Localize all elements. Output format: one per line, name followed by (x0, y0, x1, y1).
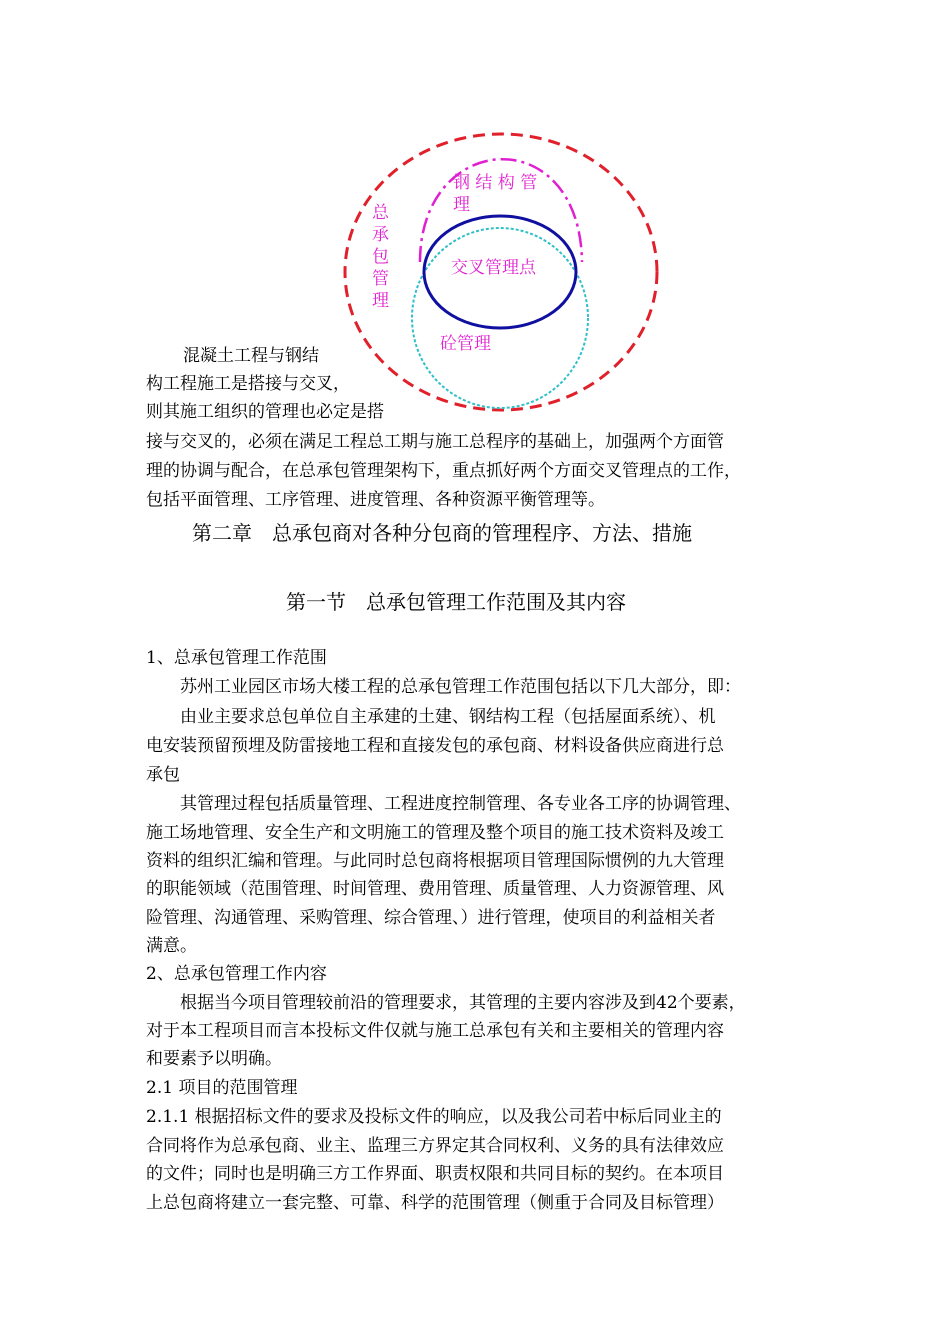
body-line: 2、总承包管理工作内容 (146, 964, 327, 984)
intro-line: 混凝土工程与钢结 (183, 346, 319, 366)
body-line: 的文件；同时也是明确三方工作界面、职责权限和共同目标的契约。在本项目 (146, 1164, 724, 1184)
body-line: 其管理过程包括质量管理、工程进度控制管理、各专业各工序的协调管理、 (146, 794, 741, 814)
cross-label: 交叉管理点 (451, 258, 536, 278)
body-line: 2.1 项目的范围管理 (146, 1078, 298, 1098)
intro-line: 构工程施工是搭接与交叉， (146, 374, 350, 394)
concrete-label: 砼管理 (440, 334, 491, 354)
venn-diagram-svg (0, 0, 950, 420)
body-line: 1、总承包管理工作范围 (146, 648, 327, 668)
body-line: 对于本工程项目而言本投标文件仅就与施工总承包有关和主要相关的管理内容 (146, 1021, 724, 1041)
intro-line: 理的协调与配合，在总承包管理架构下，重点抓好两个方面交叉管理点的工作， (146, 461, 741, 481)
chapter-title: 第二章 总承包商对各种分包商的管理程序、方法、措施 (192, 521, 692, 545)
body-line: 合同将作为总承包商、业主、监理三方界定其合同权利、义务的具有法律效应 (146, 1136, 724, 1156)
intro-line: 包括平面管理、工序管理、进度管理、各种资源平衡管理等。 (146, 490, 605, 510)
outer-label: 总承包管理 (372, 203, 389, 311)
intro-line: 则其施工组织的管理也必定是搭 (146, 402, 384, 422)
body-line: 的职能领域（范围管理、时间管理、费用管理、质量管理、人力资源管理、风 (146, 879, 724, 899)
body-line: 电安装预留预埋及防雷接地工程和直接发包的承包商、材料设备供应商进行总 (146, 736, 724, 756)
body-line: 上总包商将建立一套完整、可靠、科学的范围管理（侧重于合同及目标管理） (146, 1193, 724, 1213)
steel-label-line2: 理 (453, 195, 470, 215)
body-line: 资料的组织汇编和管理。与此同时总包商将根据项目管理国际惯例的九大管理 (146, 851, 724, 871)
body-line: 和要素予以明确。 (146, 1049, 282, 1069)
body-line: 施工场地管理、安全生产和文明施工的管理及整个项目的施工技术资料及竣工 (146, 823, 724, 843)
steel-label-line1: 钢 结 构 管 (453, 173, 538, 193)
intro-line: 接与交叉的，必须在满足工程总工期与施工总程序的基础上，加强两个方面管 (146, 432, 724, 452)
concrete-circle (412, 228, 588, 408)
body-line: 满意。 (146, 936, 197, 956)
section-title: 第一节 总承包管理工作范围及其内容 (286, 590, 626, 614)
body-line: 根据当今项目管理较前沿的管理要求，其管理的主要内容涉及到42个要素， (146, 993, 746, 1013)
management-diagram (0, 0, 950, 420)
body-line: 承包 (146, 765, 180, 785)
body-line: 由业主要求总包单位自主承建的土建、钢结构工程（包括屋面系统）、机 (146, 707, 716, 727)
body-line: 苏州工业园区市场大楼工程的总承包管理工作范围包括以下几大部分，即： (146, 677, 741, 697)
body-line: 2.1.1 根据招标文件的要求及投标文件的响应，以及我公司若中标后同业主的 (146, 1107, 722, 1127)
body-line: 险管理、沟通管理、采购管理、综合管理、）进行管理，使项目的利益相关者 (146, 908, 716, 928)
